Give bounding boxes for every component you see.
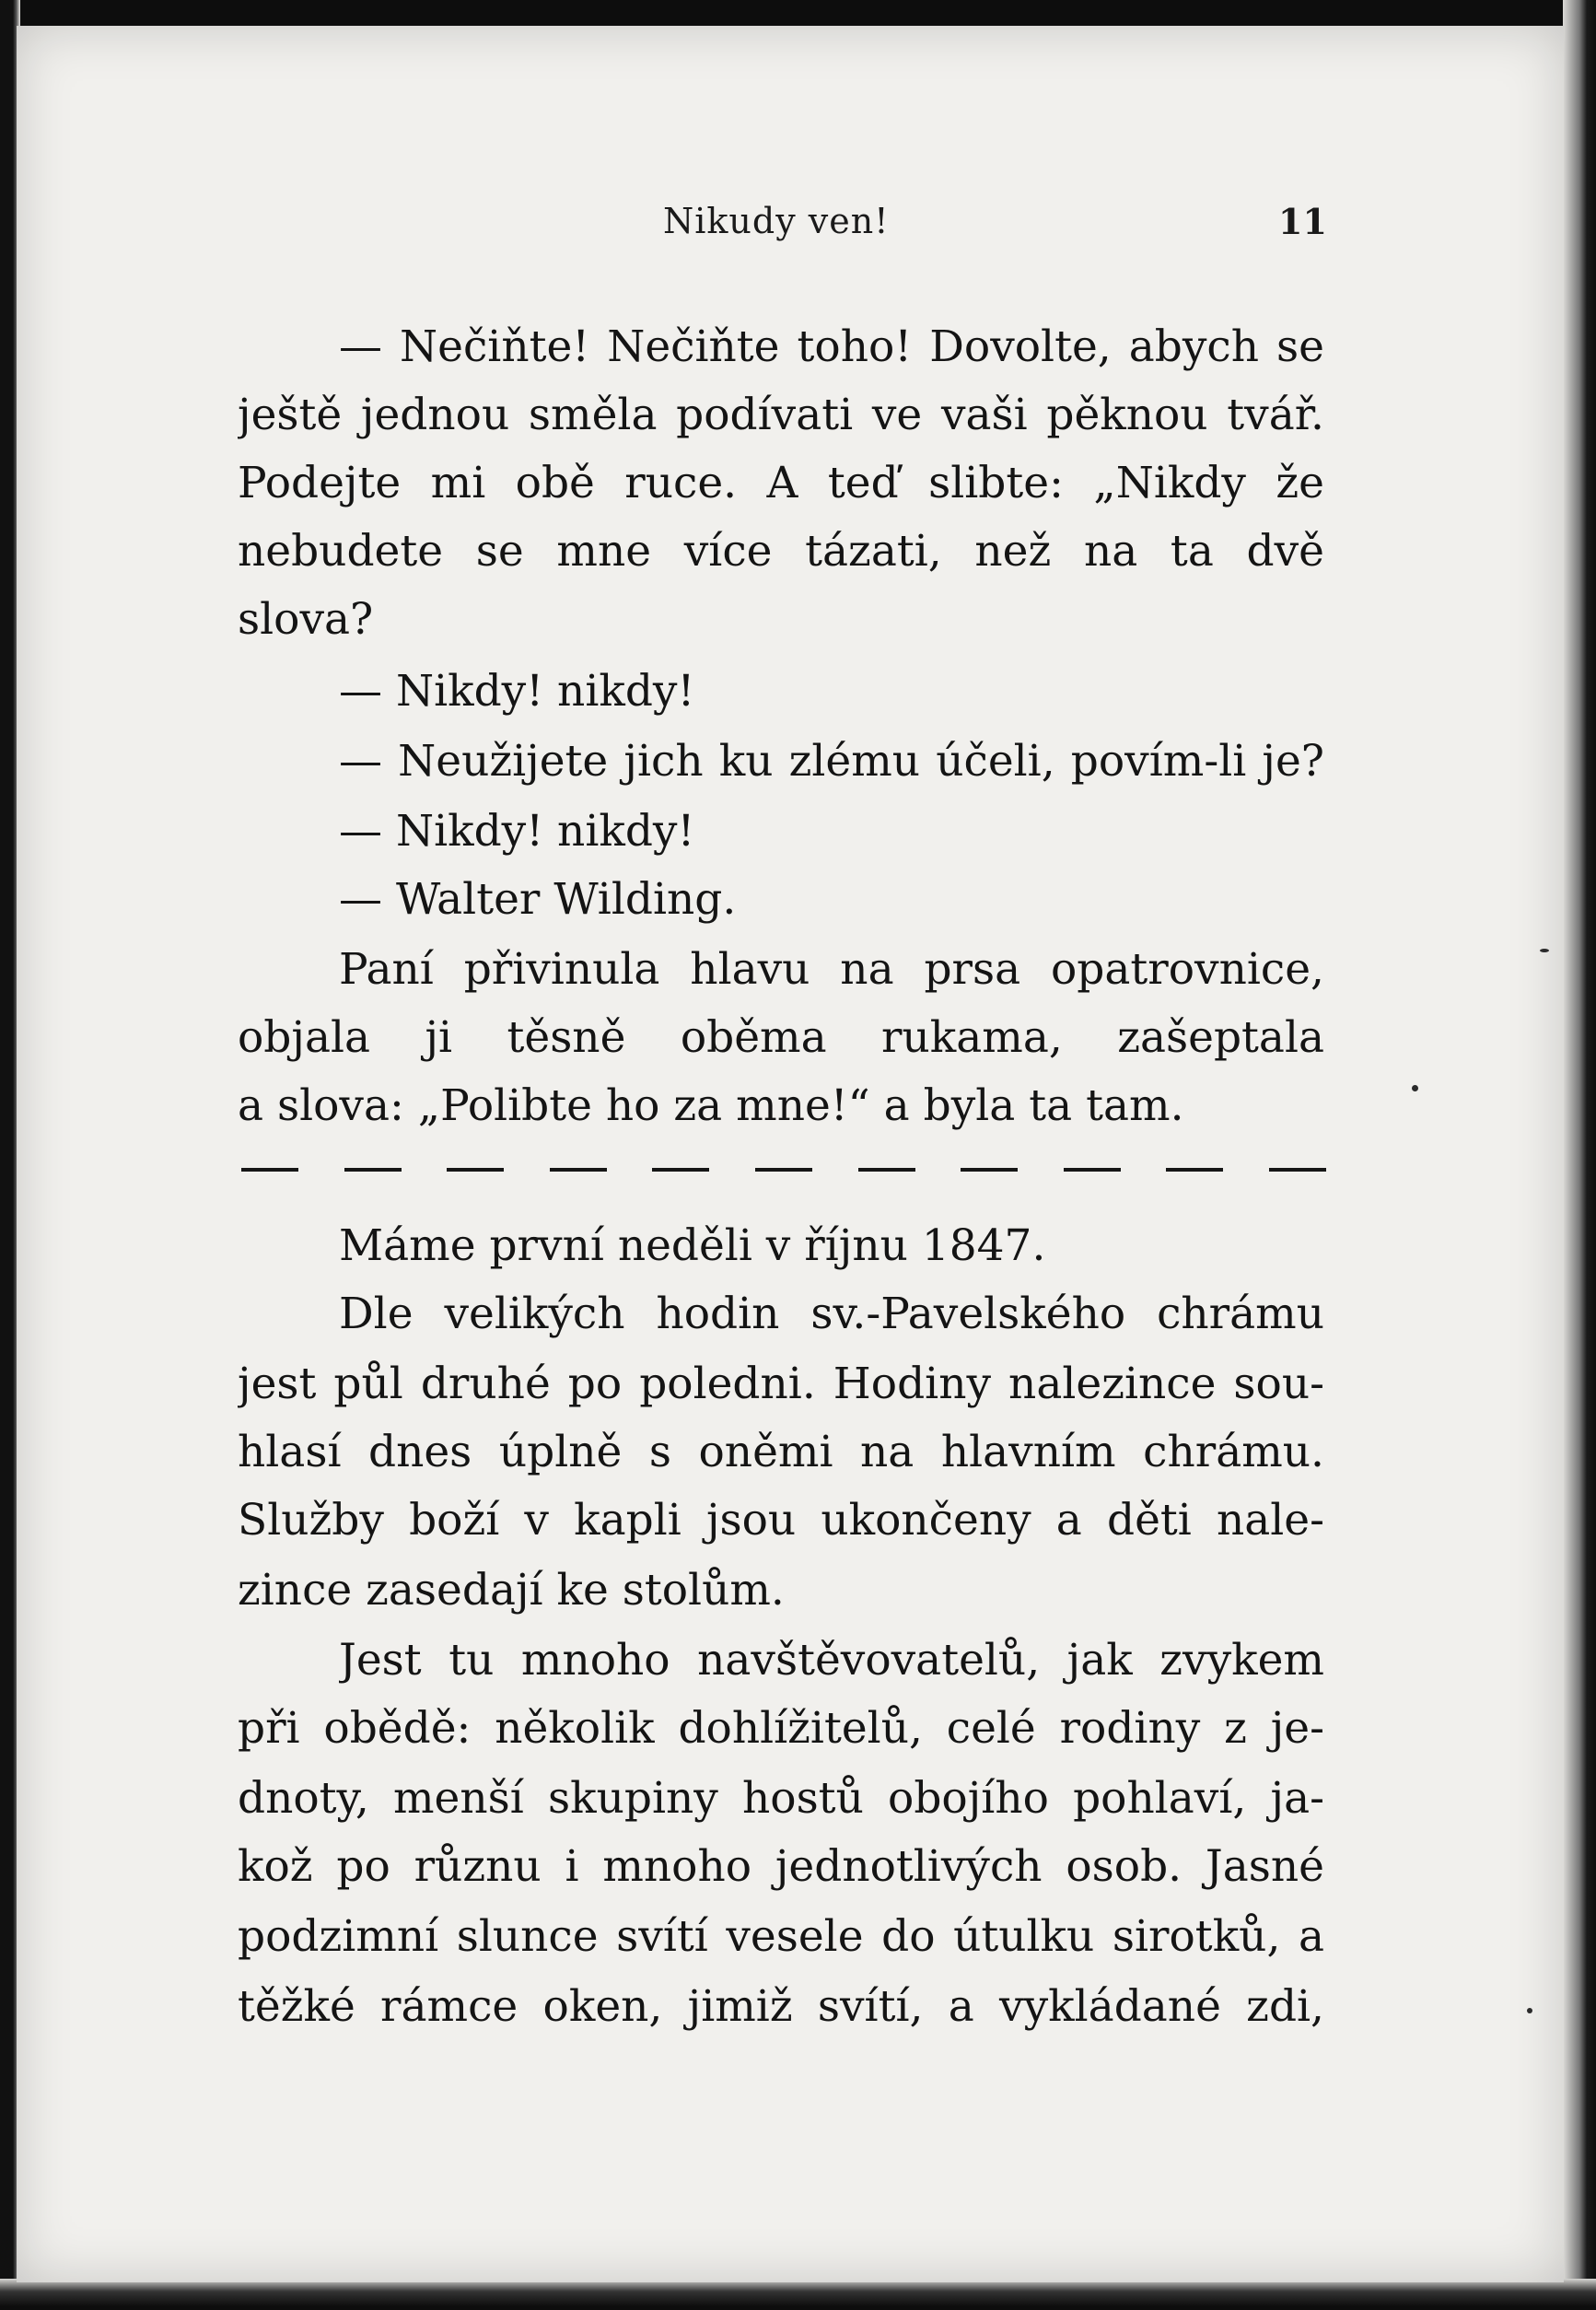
separator-dash [241, 1168, 298, 1172]
text-line-3: Podejte mi obě ruce. A teď slibte: „Nikdy že [238, 458, 1324, 508]
running-title: Nikudy ven! [663, 201, 890, 241]
text-line-6: — Nikdy! nikdy! [339, 666, 695, 717]
text-line-20: při obědě: několik dohlížitelů, celé rodiny z je- [238, 1703, 1324, 1754]
separator-dash [961, 1168, 1018, 1172]
separator-dash [447, 1168, 504, 1172]
separator-dash [652, 1168, 709, 1172]
text-line-24: těžké rámce oken, jimiž svítí, a vykládané zdi, [238, 1981, 1324, 2032]
text-line-5: slova? [238, 594, 374, 645]
text-line-8: — Nikdy! nikdy! [339, 806, 695, 857]
separator-dash [755, 1168, 812, 1172]
text-line-12: a slova: „Polibte ho za mne!“ a byla ta tam. [238, 1080, 1184, 1131]
text-line-1: — Nečiňte! Nečiňte toho! Dovolte, abych se [339, 321, 1324, 372]
separator-dash [858, 1168, 915, 1172]
text-line-15: jest půl druhé po poledni. Hodiny nalezince sou- [238, 1359, 1324, 1409]
separator-dash [1166, 1168, 1223, 1172]
text-line-18: zince zasedají ke stolům. [238, 1565, 785, 1616]
page-right-edge [1563, 0, 1596, 2310]
text-line-19: Jest tu mnoho navštěvovatelů, jak zvykem [339, 1635, 1324, 1686]
text-line-4: nebudete se mne více tázati, než na ta dvě [238, 526, 1324, 577]
text-line-13: Máme první neděli v říjnu 1847. [339, 1220, 1046, 1271]
text-line-9: — Walter Wilding. [339, 874, 737, 925]
separator-dash [1269, 1168, 1326, 1172]
text-line-14: Dle velikých hodin sv.-Pavelského chrámu [339, 1289, 1324, 1339]
scan-speck [1540, 949, 1549, 952]
text-line-11: objala ji těsně oběma rukama, zašeptala [238, 1012, 1324, 1063]
scan-speck [1412, 1085, 1418, 1091]
scan-speck [1527, 2008, 1532, 2013]
separator-dash [1064, 1168, 1121, 1172]
text-line-17: Služby boží v kapli jsou ukončeny a děti nale- [238, 1495, 1324, 1546]
text-line-7: — Neužijete jich ku zlému účeli, povím-li je? [339, 736, 1324, 787]
text-line-21: dnoty, menší skupiny hostů obojího pohlaví, ja- [238, 1773, 1324, 1824]
page-bottom-edge [0, 2279, 1596, 2310]
section-separator [241, 1151, 1326, 1188]
text-line-2: ještě jednou směla podívati ve vaši pěknou tvář. [238, 390, 1324, 440]
page-number: 11 [1278, 201, 1327, 242]
text-line-16: hlasí dnes úplně s oněmi na hlavním chrámu. [238, 1427, 1324, 1477]
separator-dash [344, 1168, 402, 1172]
text-line-10: Paní přivinula hlavu na prsa opatrovnice, [339, 944, 1324, 995]
separator-dash [550, 1168, 607, 1172]
text-line-23: podzimní slunce svítí vesele do útulku sirotků, a [238, 1911, 1324, 1962]
text-line-22: kož po různu i mnoho jednotlivých osob. Jasné [238, 1841, 1324, 1892]
